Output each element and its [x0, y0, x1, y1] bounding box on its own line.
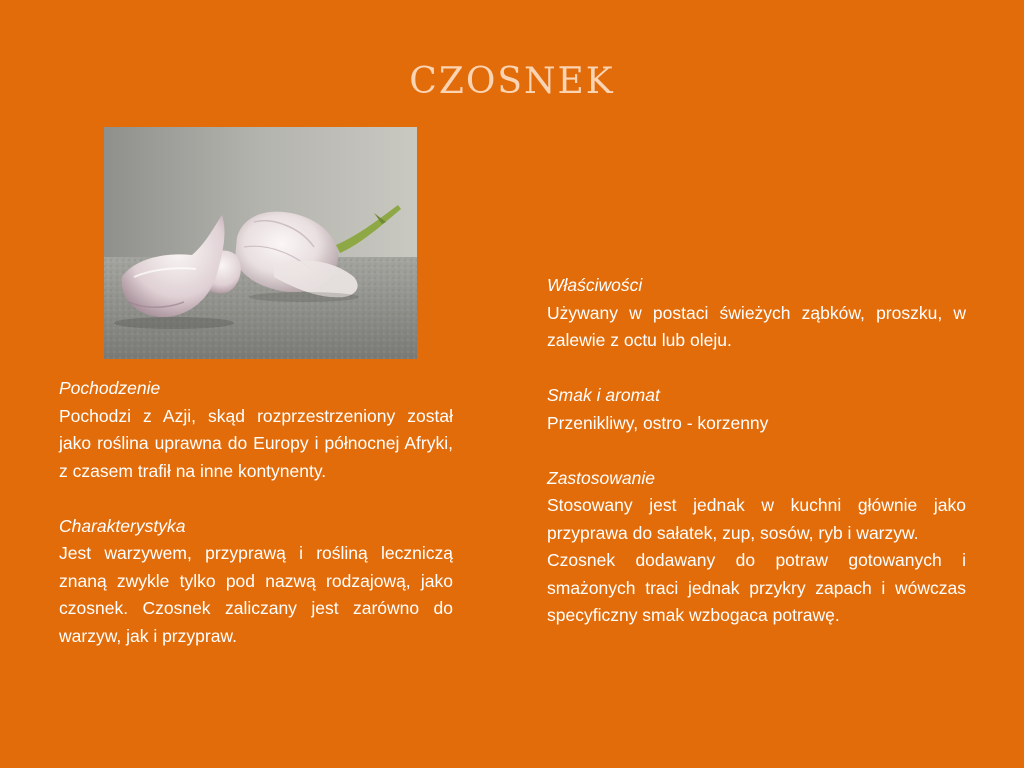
- section-text-origin: Pochodzi z Azji, skąd rozprzestrzeniony został jako roślina uprawna do Europy i północnej Afryki, z czasem trafił na inne kontynenty.: [59, 405, 453, 481]
- section-heading-origin: Pochodzenie: [59, 378, 161, 398]
- section-text-characteristics: Jest warzywem, przyprawą i rośliną leczniczą znaną zwykle tylko pod nazwą rodzajową, jako czosnek. Czosnek zaliczany jest zarówno do warzyw, jak i przypraw.: [59, 543, 453, 646]
- spacer: [547, 437, 966, 465]
- section-heading-taste: Smak i aromat: [547, 385, 660, 405]
- section-text-taste: Przenikliwy, ostro - korzenny: [547, 412, 769, 433]
- section-heading-properties: Właściwości: [547, 275, 643, 295]
- section-heading-usage: Zastosowanie: [547, 467, 655, 488]
- right-text-column: [547, 272, 966, 630]
- spacer: [547, 355, 966, 383]
- page-title: czosnek: [409, 46, 615, 106]
- garlic-photo: [104, 127, 417, 359]
- section-text-usage: Stosowany jest jednak w kuchni głównie jako przyprawa do sałatek, zup, sosów, ryb i warzyw.: [547, 495, 966, 543]
- section-text-usage-2: Czosnek dodawany do potraw gotowanych i smażonych traci jednak przykry zapach i wówczas specyficzny smak wzbogaca potrawę.: [547, 550, 966, 625]
- section-heading-characteristics: Charakterystyka: [59, 515, 186, 536]
- left-text-column: [59, 375, 453, 650]
- section-text-properties: Używany w postaci świeżych ząbków, proszku, w zalewie z octu lub oleju.: [547, 302, 966, 350]
- spacer: [59, 485, 453, 513]
